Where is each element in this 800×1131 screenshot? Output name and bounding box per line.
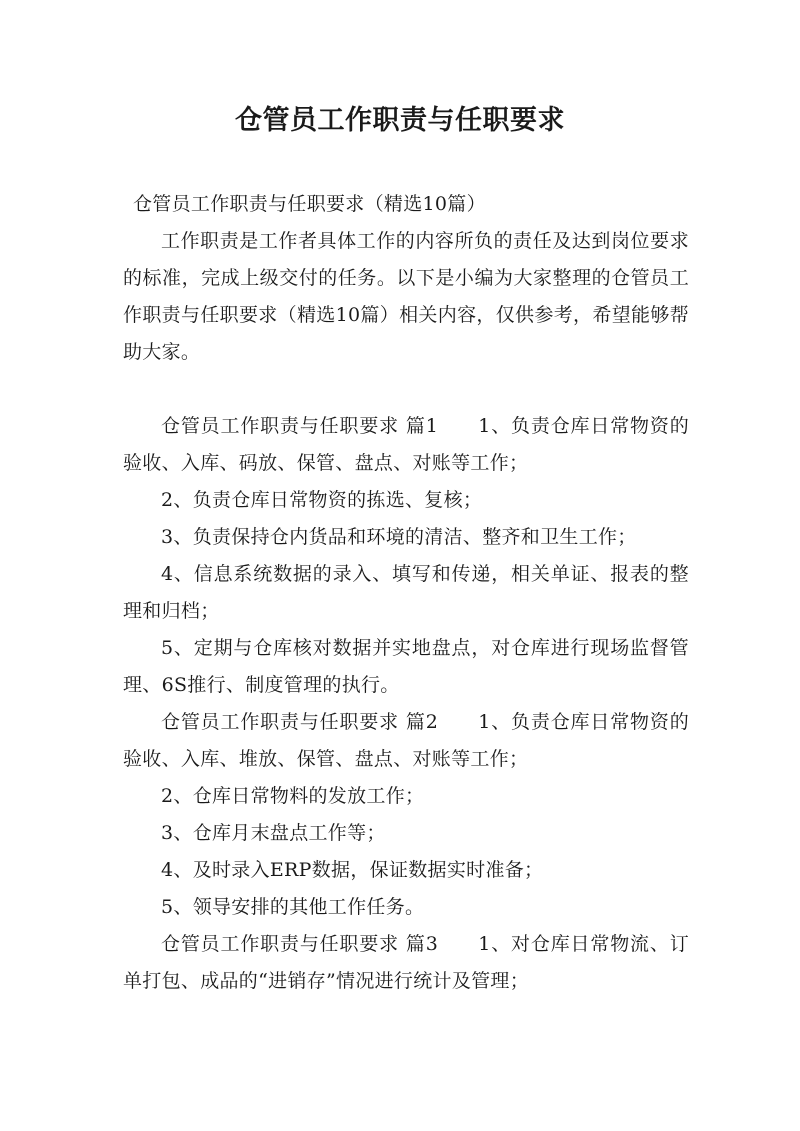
paragraph: 4、信息系统数据的录入、填写和传递，相关单证、报表的整理和归档； <box>123 563 689 622</box>
paragraph: 4、及时录入ERP数据，保证数据实时准备； <box>161 859 544 881</box>
paragraph: 仓管员工作职责与任职要求 篇3 1、对仓库日常物流、订单打包、成品的“进销存”情况进行统计及管理； <box>123 933 689 992</box>
document-body <box>123 186 689 1000</box>
document-subtitle: 仓管员工作职责与任职要求（精选10篇） <box>133 193 486 215</box>
page-title: 仓管员工作职责与任职要求 <box>235 105 565 136</box>
paragraph: 2、仓库日常物料的发放工作； <box>161 785 425 807</box>
paragraph-gap <box>123 371 689 408</box>
intro-paragraph: 工作职责是工作者具体工作的内容所负的责任及达到岗位要求的标准，完成上级交付的任务。以下是小编为大家整理的仓管员工作职责与任职要求（精选10篇）相关内容，仅供参考，希望能够帮助大家。 <box>123 230 689 363</box>
paragraph: 5、领导安排的其他工作任务。 <box>161 896 425 918</box>
paragraph: 仓管员工作职责与任职要求 篇2 1、负责仓库日常物资的验收、入库、堆放、保管、盘点、对账等工作； <box>123 711 689 770</box>
paragraph: 3、负责保持仓内货品和环境的清洁、整齐和卫生工作； <box>161 526 637 548</box>
paragraph: 2、负责仓库日常物资的拣选、复核； <box>161 489 483 511</box>
paragraph: 5、定期与仓库核对数据并实地盘点，对仓库进行现场监督管理、6S推行、制度管理的执行。 <box>123 637 689 696</box>
paragraph: 3、仓库月末盘点工作等； <box>161 822 386 844</box>
paragraph: 仓管员工作职责与任职要求 篇1 1、负责仓库日常物资的验收、入库、码放、保管、盘点、对账等工作； <box>123 415 689 474</box>
